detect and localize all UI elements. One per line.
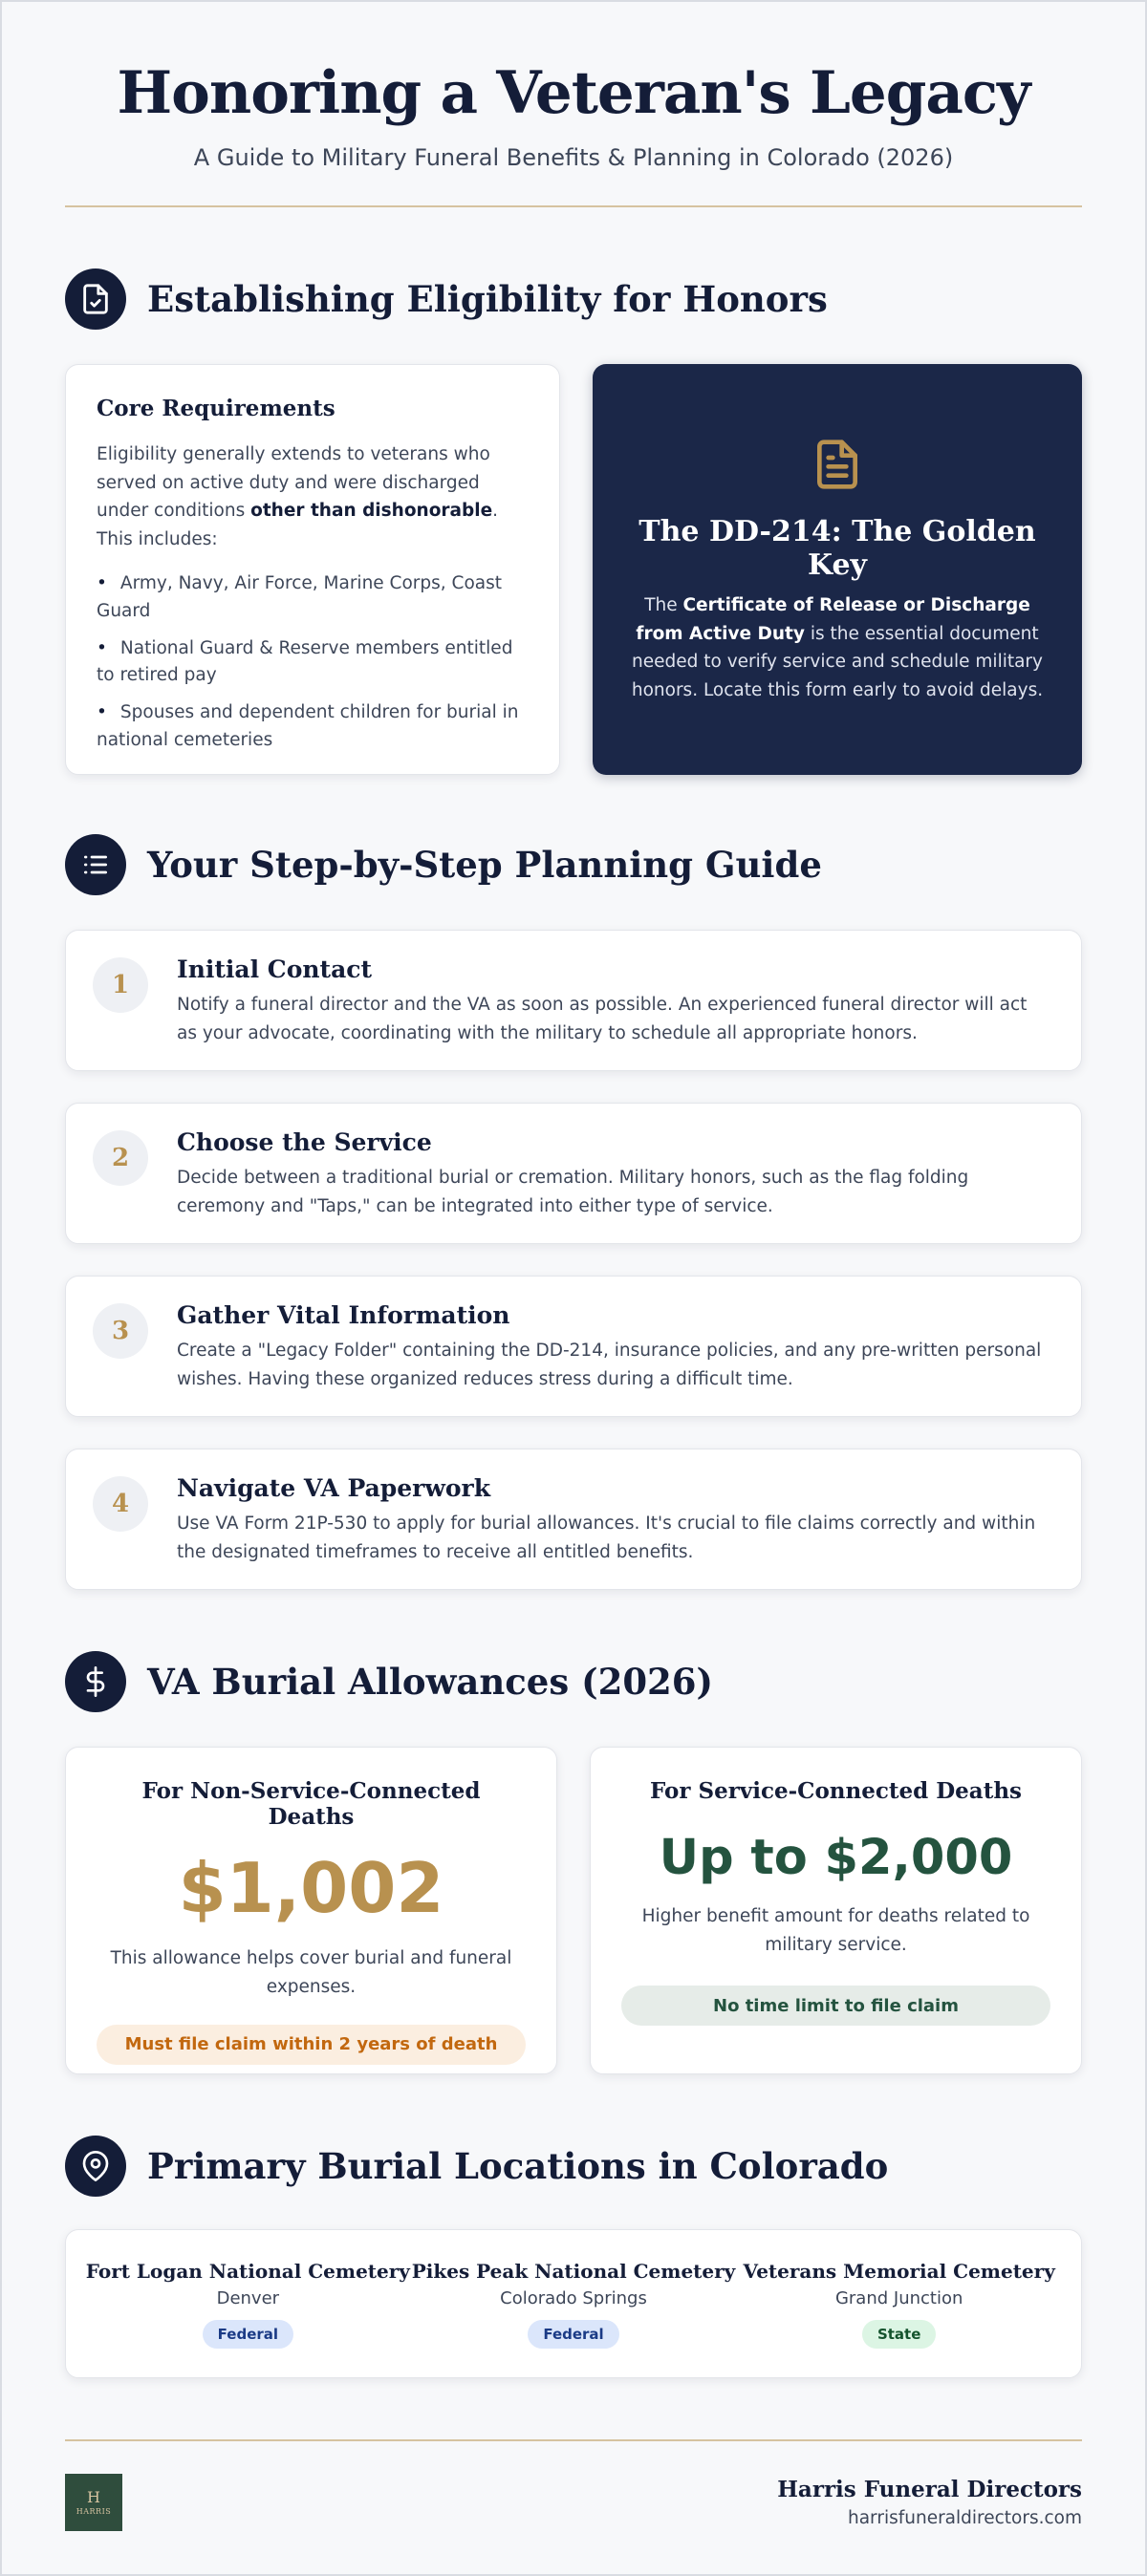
core-requirements-title: Core Requirements (97, 396, 335, 422)
eligibility-section (65, 268, 1082, 775)
steps-list (65, 930, 1082, 1590)
header-divider (65, 205, 1082, 207)
location-item (85, 2260, 411, 2349)
map-pin-icon (65, 2136, 126, 2197)
cemetery-name: Veterans Memorial Cemetery (743, 2259, 1055, 2283)
allowance-amount: $1,002 (178, 1848, 444, 1929)
deadline-badge: Must file claim within 2 years of death (97, 2025, 526, 2065)
step-text: Create a "Legacy Folder" containing the DD-214, insurance policies, and any pre-written personal wishes. Having these organized reduces stress during a difficult time. (177, 1341, 1042, 1389)
cemetery-city: Grand Junction (834, 2287, 963, 2308)
planning-title: Your Step-by-Step Planning Guide (147, 844, 822, 887)
step-number: 2 (93, 1130, 148, 1186)
cemetery-type-badge: State (862, 2320, 936, 2349)
eligibility-title: Establishing Eligibility for Honors (147, 278, 828, 321)
step-text: Decide between a traditional burial or cremation. Military honors, such as the flag folding ceremony and "Taps," can be integrated into either type of service. (177, 1168, 969, 1216)
eligibility-heading (65, 268, 1082, 330)
dollar-icon (65, 1651, 126, 1712)
allowance-title: For Service-Connected Deaths (649, 1778, 1023, 1805)
location-item (411, 2260, 737, 2349)
step-card (65, 1449, 1082, 1590)
step-number: 3 (93, 1303, 148, 1359)
service-allowance-card (590, 1747, 1082, 2074)
cemetery-city: Colorado Springs (500, 2287, 647, 2308)
step-card (65, 930, 1082, 1071)
list-item: • Army, Navy, Air Force, Marine Corps, Coast Guard (97, 570, 529, 625)
allowances-title: VA Burial Allowances (2026) (147, 1661, 714, 1704)
cemetery-city: Denver (216, 2287, 280, 2308)
allowances-heading (65, 1651, 1082, 1712)
dd214-text: The Certificate of Release or Discharge from Active Duty is the essential document needed to verify service and schedule military honors. Locate this form early to avoid delays. (631, 594, 1044, 700)
dd214-card (593, 364, 1082, 775)
page-header (65, 2, 1082, 171)
location-item (736, 2260, 1062, 2349)
cemetery-name: Fort Logan National Cemetery (85, 2259, 410, 2283)
planning-section (65, 834, 1082, 1590)
step-title: Initial Contact (177, 955, 373, 984)
step-text: Notify a funeral director and the VA as soon as possible. An experienced funeral director will act as your advocate, coordinating with the military to schedule all appropriate honors. (177, 995, 1028, 1043)
planning-heading (65, 834, 1082, 895)
step-title: Choose the Service (177, 1128, 432, 1157)
step-number: 1 (93, 957, 148, 1013)
core-requirements-card (65, 364, 560, 775)
allowance-title: For Non-Service-Connected Deaths (141, 1778, 481, 1831)
eligibility-list (97, 570, 529, 754)
page-title: Honoring a Veteran's Legacy (117, 59, 1030, 127)
step-card (65, 1276, 1082, 1417)
allowances-section (65, 1651, 1082, 2074)
locations-heading (65, 2136, 1082, 2197)
allowance-text: This allowance helps cover burial and funeral expenses. (110, 1948, 512, 1998)
dd214-title: The DD-214: The Golden Key (638, 514, 1036, 582)
cemetery-type-badge: Federal (203, 2320, 293, 2349)
firm-website: harrisfuneraldirectors.com (848, 2508, 1082, 2529)
page-subtitle: A Guide to Military Funeral Benefits & Planning in Colorado (2026) (193, 144, 954, 172)
locations-section (65, 2136, 1082, 2378)
step-number: 4 (93, 1476, 148, 1532)
non-service-allowance-card (65, 1747, 557, 2074)
cemetery-name: Pikes Peak National Cemetery (411, 2259, 736, 2283)
firm-logo: H HARRIS (65, 2474, 122, 2531)
footer-divider (65, 2439, 1082, 2441)
document-icon (811, 435, 864, 498)
deadline-badge: No time limit to file claim (621, 1986, 1050, 2026)
core-requirements-intro: Eligibility generally extends to veterans who served on active duty and were discharged under conditions other than dishonorable. This includes: (97, 444, 499, 549)
locations-card (65, 2229, 1082, 2378)
cemetery-type-badge: Federal (528, 2320, 618, 2349)
step-card (65, 1103, 1082, 1244)
locations-title: Primary Burial Locations in Colorado (147, 2145, 889, 2188)
allowance-amount: Up to $2,000 (659, 1830, 1013, 1887)
list-item: • Spouses and dependent children for burial in national cemeteries (97, 699, 529, 754)
step-title: Gather Vital Information (177, 1301, 510, 1330)
list-item: • National Guard & Reserve members entitled to retired pay (97, 635, 529, 690)
page-footer (65, 2474, 1082, 2531)
firm-name: Harris Funeral Directors (777, 2477, 1082, 2503)
step-title: Navigate VA Paperwork (177, 1474, 491, 1503)
file-check-icon (65, 268, 126, 330)
allowance-text: Higher benefit amount for deaths related to military service. (641, 1906, 1030, 1955)
step-text: Use VA Form 21P-530 to apply for burial allowances. It's crucial to file claims correctly and within the designated timeframes to receive all entitled benefits. (177, 1513, 1036, 1562)
list-icon (65, 834, 126, 895)
